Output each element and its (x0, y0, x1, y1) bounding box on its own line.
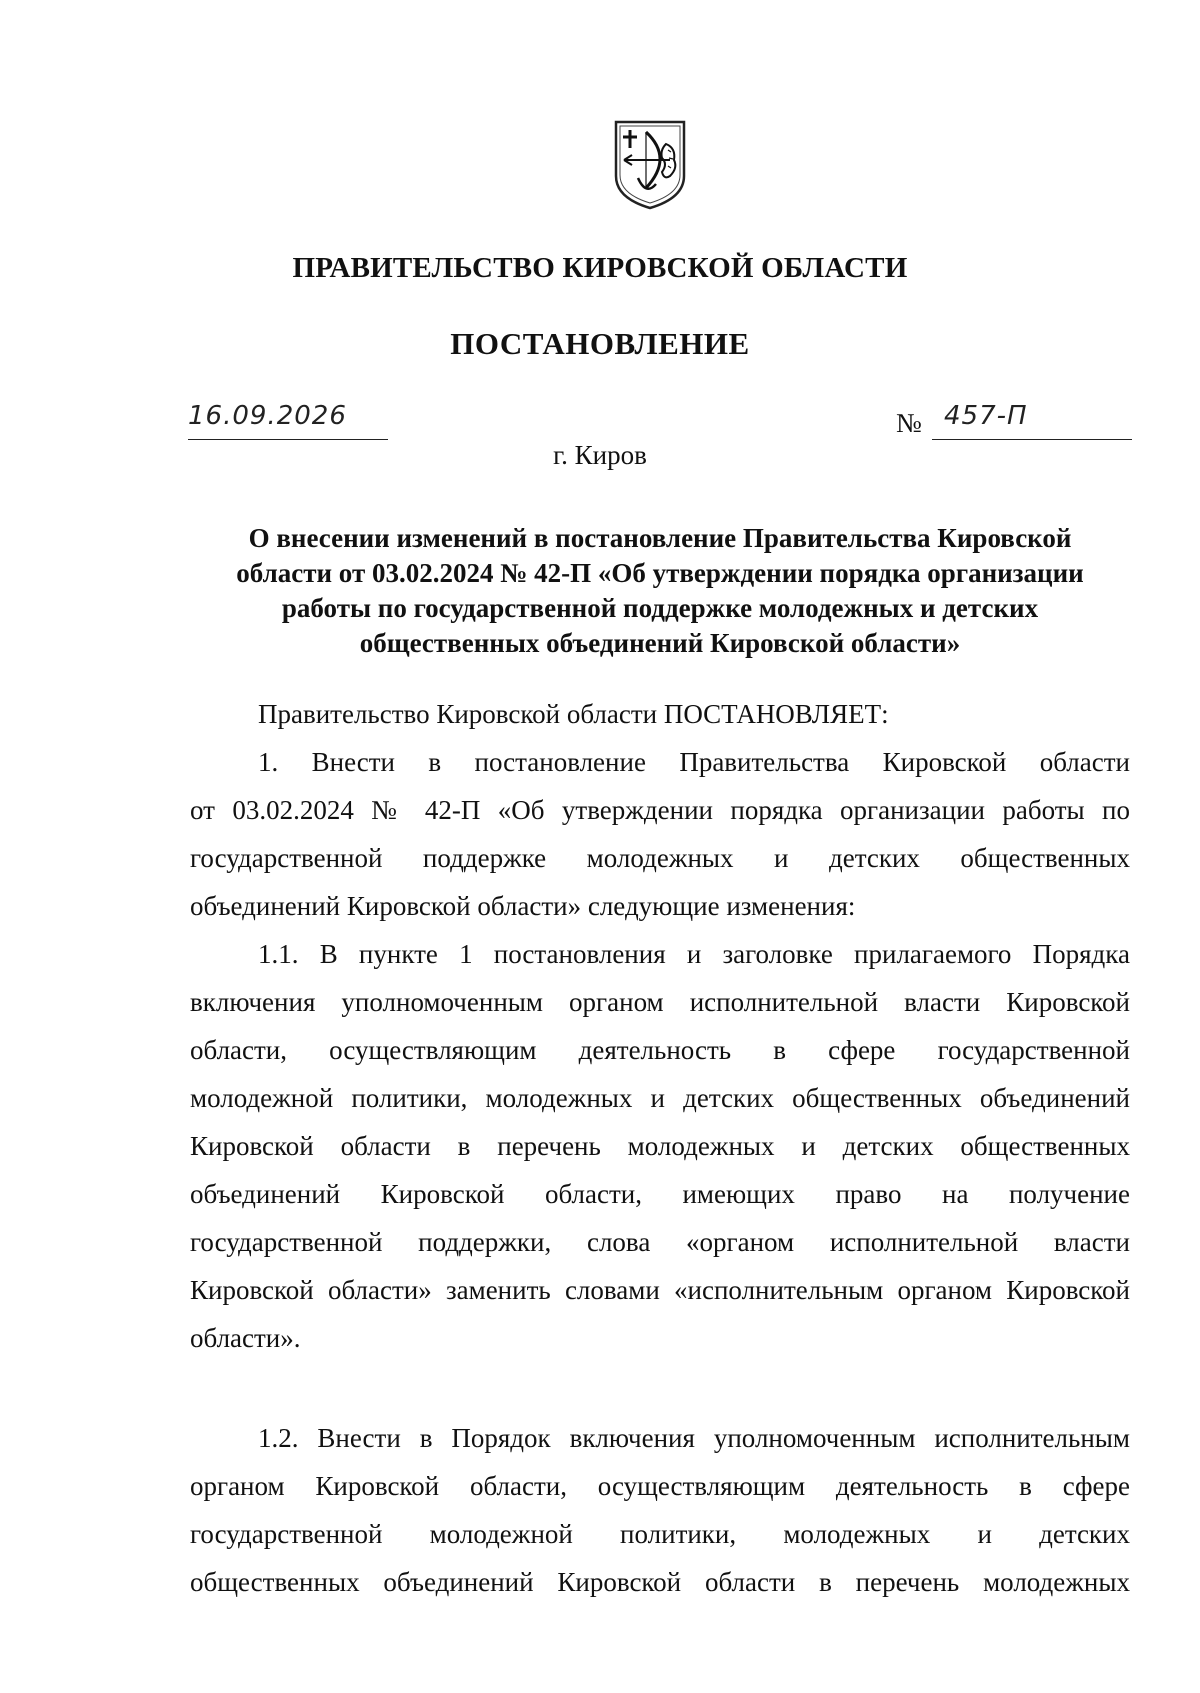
number-label: № (896, 408, 922, 438)
body-line: государственной поддержке молодежных и детских общественных (190, 843, 1130, 873)
body-line: включения уполномоченным органом исполнительной власти Кировской (190, 987, 1130, 1017)
body-line: 1.1. В пункте 1 постановления и заголовке прилагаемого Порядка (258, 939, 1130, 969)
body-line: Правительство Кировской области ПОСТАНОВЛЯЕТ: (258, 699, 889, 729)
paragraph-1-1 (190, 930, 1130, 1362)
body-line: государственной молодежной политики, молодежных и детских (190, 1519, 1130, 1549)
paragraph-1-2 (190, 1414, 1130, 1606)
body-line: общественных объединений Кировской области в перечень молодежных (190, 1567, 1130, 1597)
body-line: от 03.02.2024 № 42-П «Об утверждении порядка организации работы по (190, 795, 1130, 825)
body-line: объединений Кировской области» следующие изменения: (190, 891, 856, 921)
body-line: Кировской области в перечень молодежных и детских общественных (190, 1131, 1130, 1161)
subject-line: О внесении изменений в постановление Правительства Кировской (248, 523, 1072, 553)
city-name: г. Киров (553, 440, 647, 470)
kirov-coat-of-arms-emblem (612, 118, 688, 210)
subject-line: общественных объединений Кировской области» (359, 628, 961, 658)
number-field (932, 401, 1132, 440)
document-subject (190, 521, 1130, 661)
document-number: 457-П (944, 401, 1028, 431)
government-title: ПРАВИТЕЛЬСТВО КИРОВСКОЙ ОБЛАСТИ (292, 252, 908, 284)
body-line: 1.2. Внести в Порядок включения уполномоченным исполнительным (258, 1423, 1130, 1453)
document-type-title: ПОСТАНОВЛЕНИЕ (450, 326, 750, 361)
subject-line: работы по государственной поддержке молодежных и детских (281, 593, 1039, 623)
subject-line: области от 03.02.2024 № 42-П «Об утверждении порядка организации (236, 558, 1084, 588)
body-line: 1. Внести в постановление Правительства Кировской области (258, 747, 1130, 777)
body-line: молодежной политики, молодежных и детских общественных объединений (190, 1083, 1130, 1113)
document-date: 16.09.2026 (188, 401, 347, 431)
body-line: объединений Кировской области, имеющих право на получение (190, 1179, 1130, 1209)
resolution-intro (190, 690, 1130, 738)
body-line: области». (190, 1323, 301, 1353)
body-line: Кировской области» заменить словами «исполнительным органом Кировской (190, 1275, 1130, 1305)
body-line: органом Кировской области, осуществляющим деятельность в сфере (190, 1471, 1130, 1501)
paragraph-1 (190, 738, 1130, 930)
date-field (188, 401, 388, 440)
body-line: области, осуществляющим деятельность в сфере государственной (190, 1035, 1130, 1065)
body-line: государственной поддержки, слова «органом исполнительной власти (190, 1227, 1130, 1257)
